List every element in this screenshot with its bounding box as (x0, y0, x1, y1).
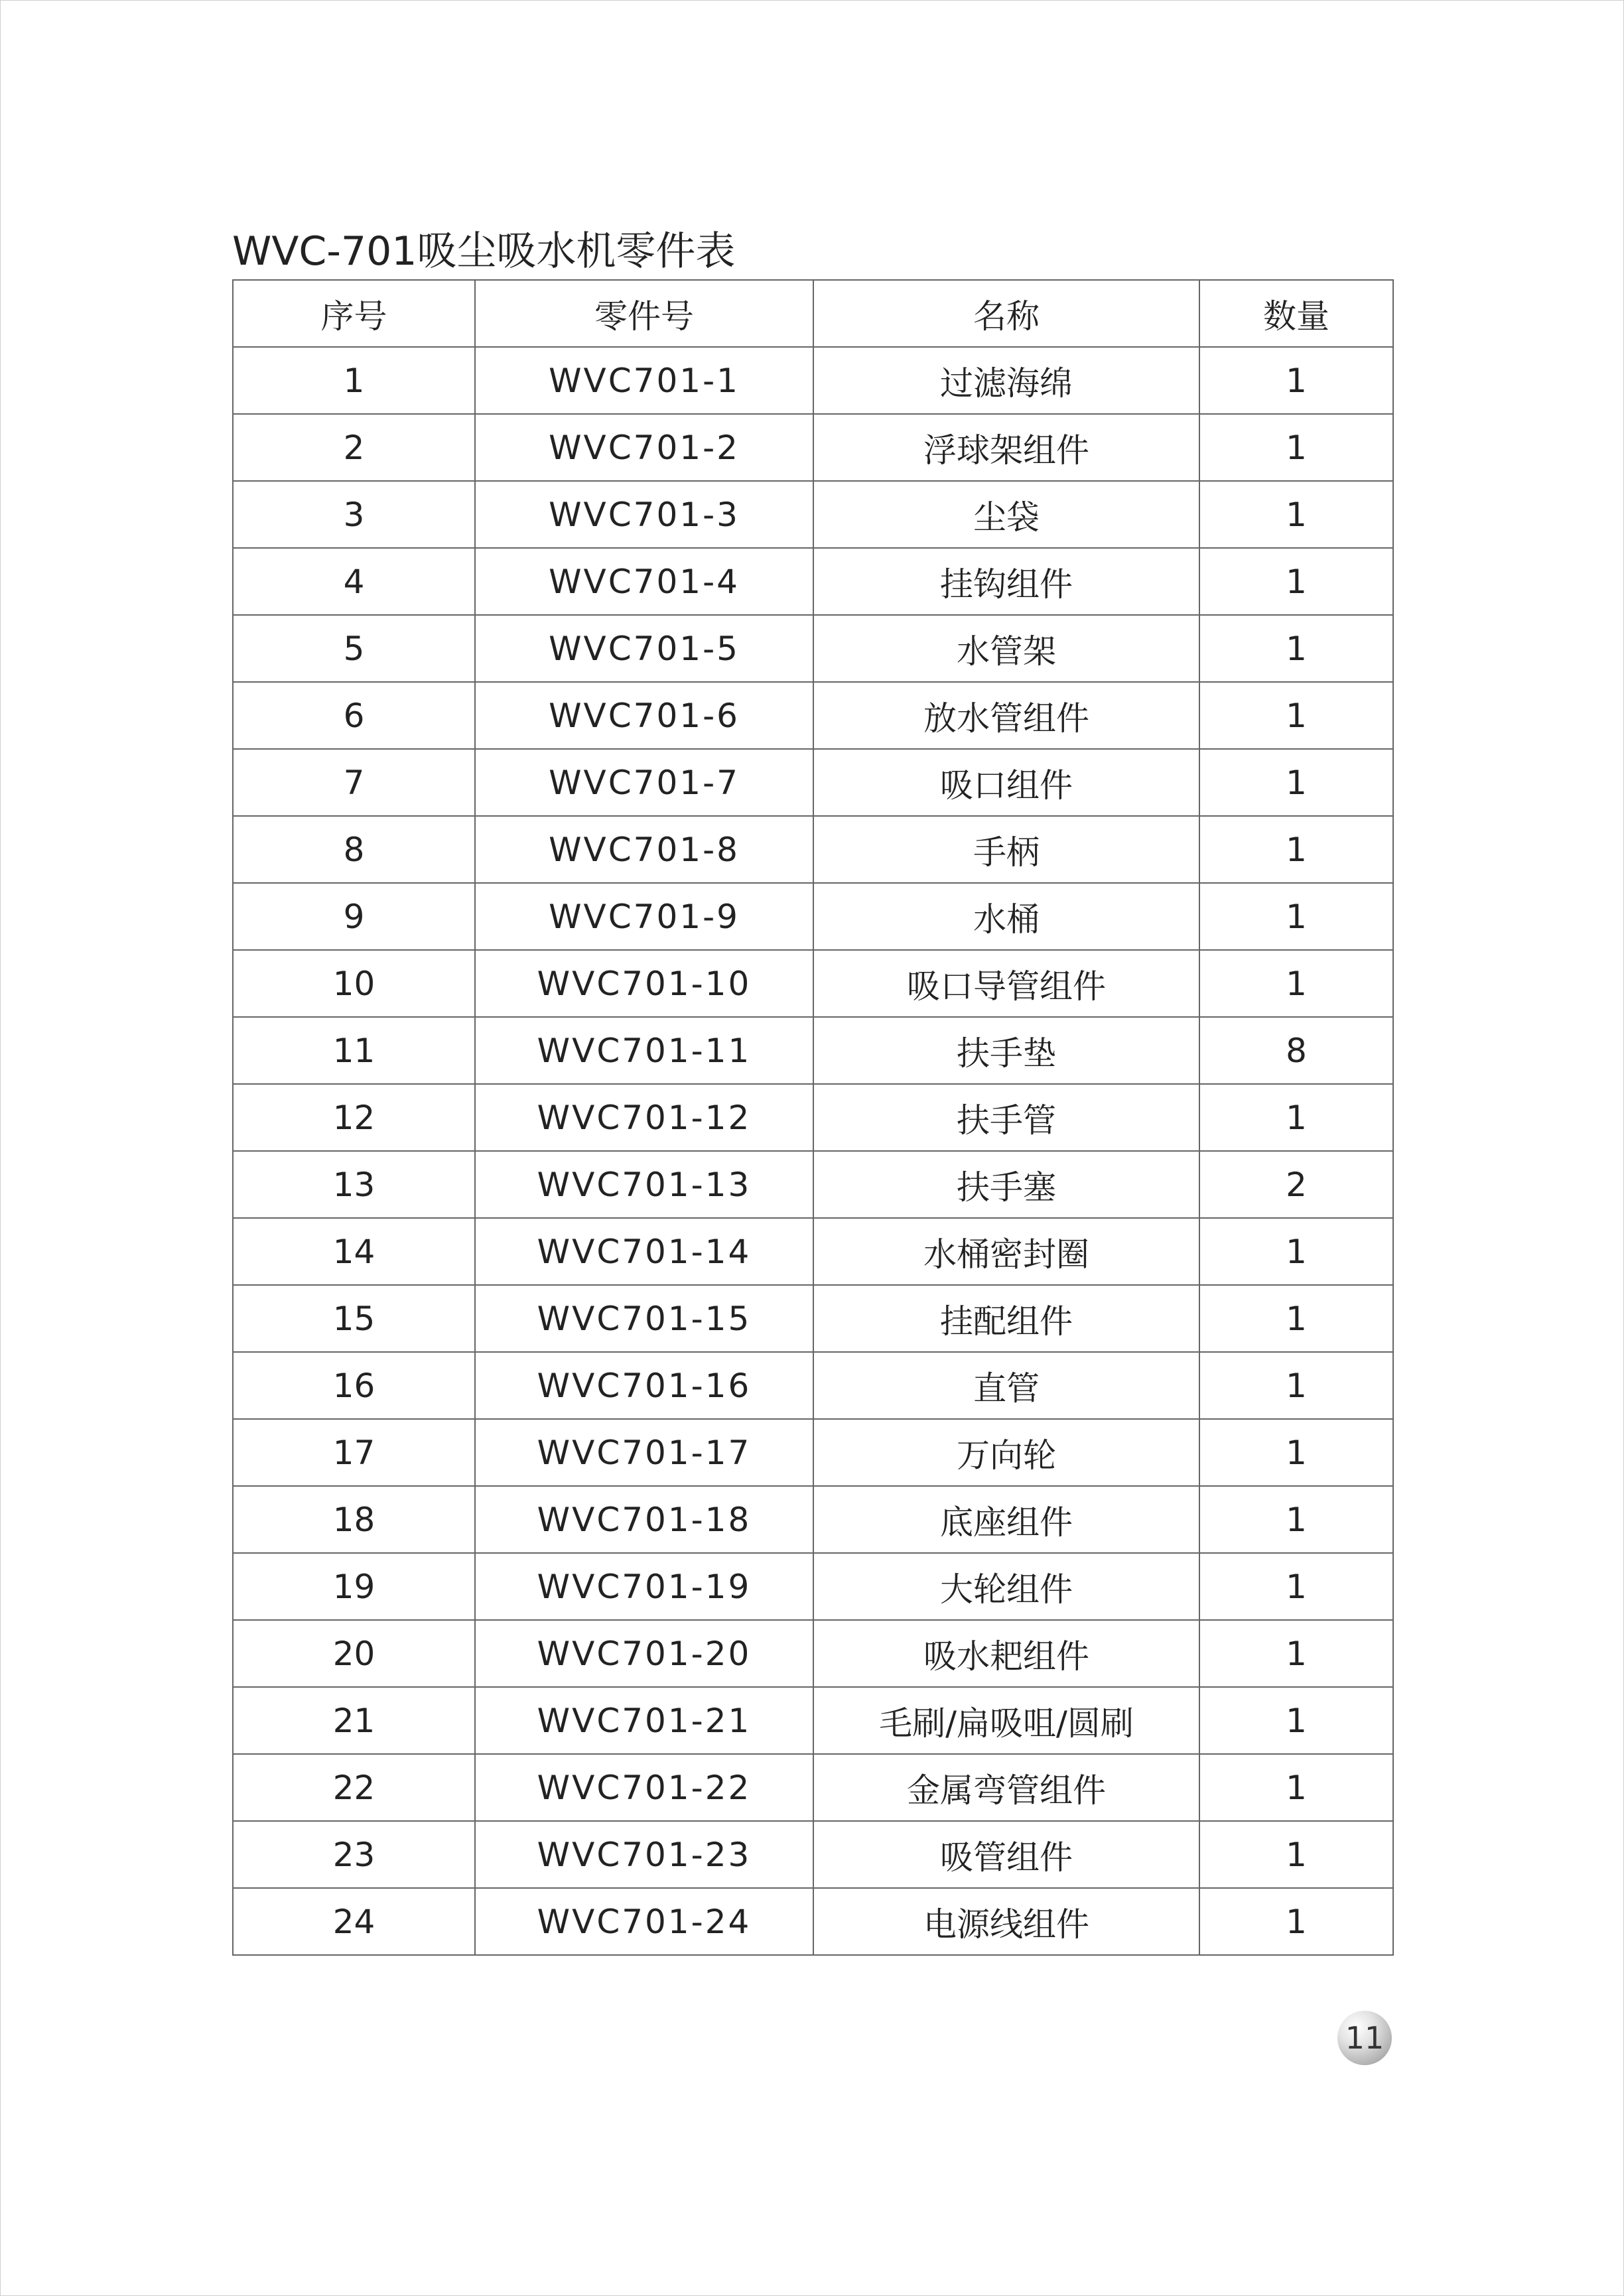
cell-index: 6 (233, 682, 475, 749)
cell-part-name: 吸管组件 (813, 1821, 1199, 1888)
cell-part-number: WVC701-18 (475, 1486, 813, 1553)
cell-part-name: 挂配组件 (813, 1285, 1199, 1352)
cell-index: 21 (233, 1687, 475, 1754)
cell-part-name: 水桶 (813, 883, 1199, 950)
cell-part-name: 扶手管 (813, 1084, 1199, 1151)
table-row (233, 1084, 1393, 1151)
cell-index: 18 (233, 1486, 475, 1553)
cell-index: 13 (233, 1151, 475, 1218)
cell-index: 20 (233, 1620, 475, 1687)
cell-quantity: 1 (1199, 816, 1393, 883)
header-index: 序号 (233, 280, 475, 347)
table-row (233, 481, 1393, 548)
parts-table-body (233, 347, 1393, 1955)
cell-quantity: 1 (1199, 1084, 1393, 1151)
cell-part-name: 金属弯管组件 (813, 1754, 1199, 1821)
cell-part-number: WVC701-2 (475, 414, 813, 481)
cell-quantity: 1 (1199, 950, 1393, 1017)
cell-part-number: WVC701-6 (475, 682, 813, 749)
cell-part-number: WVC701-10 (475, 950, 813, 1017)
cell-quantity: 1 (1199, 1620, 1393, 1687)
cell-quantity: 1 (1199, 414, 1393, 481)
cell-index: 22 (233, 1754, 475, 1821)
cell-index: 15 (233, 1285, 475, 1352)
cell-quantity: 2 (1199, 1151, 1393, 1218)
cell-index: 10 (233, 950, 475, 1017)
table-row (233, 950, 1393, 1017)
cell-quantity: 1 (1199, 1888, 1393, 1955)
cell-part-number: WVC701-20 (475, 1620, 813, 1687)
cell-quantity: 1 (1199, 883, 1393, 950)
cell-index: 4 (233, 548, 475, 615)
cell-part-name: 吸口导管组件 (813, 950, 1199, 1017)
cell-index: 5 (233, 615, 475, 682)
header-part-number: 零件号 (475, 280, 813, 347)
cell-index: 9 (233, 883, 475, 950)
table-row (233, 1218, 1393, 1285)
cell-index: 17 (233, 1419, 475, 1486)
cell-quantity: 8 (1199, 1017, 1393, 1084)
cell-part-name: 万向轮 (813, 1419, 1199, 1486)
table-row (233, 1754, 1393, 1821)
cell-index: 1 (233, 347, 475, 414)
cell-part-number: WVC701-15 (475, 1285, 813, 1352)
table-row (233, 883, 1393, 950)
cell-part-number: WVC701-19 (475, 1553, 813, 1620)
table-row (233, 1352, 1393, 1419)
table-row (233, 615, 1393, 682)
cell-part-number: WVC701-16 (475, 1352, 813, 1419)
cell-part-name: 水管架 (813, 615, 1199, 682)
cell-part-name: 大轮组件 (813, 1553, 1199, 1620)
cell-part-name: 毛刷/扁吸咀/圆刷 (813, 1687, 1199, 1754)
header-part-name: 名称 (813, 280, 1199, 347)
cell-part-name: 扶手垫 (813, 1017, 1199, 1084)
cell-part-number: WVC701-12 (475, 1084, 813, 1151)
cell-index: 19 (233, 1553, 475, 1620)
table-row (233, 1419, 1393, 1486)
cell-part-number: WVC701-7 (475, 749, 813, 816)
page-number-badge: 11 (1337, 2011, 1392, 2065)
cell-part-number: WVC701-8 (475, 816, 813, 883)
cell-part-name: 扶手塞 (813, 1151, 1199, 1218)
table-header-row (233, 280, 1393, 347)
cell-part-name: 过滤海绵 (813, 347, 1199, 414)
parts-table (232, 279, 1394, 1956)
cell-quantity: 1 (1199, 1218, 1393, 1285)
table-row (233, 1285, 1393, 1352)
cell-quantity: 1 (1199, 1419, 1393, 1486)
cell-part-number: WVC701-5 (475, 615, 813, 682)
cell-index: 16 (233, 1352, 475, 1419)
cell-part-number: WVC701-21 (475, 1687, 813, 1754)
table-row (233, 1486, 1393, 1553)
cell-index: 12 (233, 1084, 475, 1151)
cell-index: 14 (233, 1218, 475, 1285)
cell-quantity: 1 (1199, 682, 1393, 749)
cell-part-number: WVC701-4 (475, 548, 813, 615)
cell-part-name: 直管 (813, 1352, 1199, 1419)
cell-quantity: 1 (1199, 1754, 1393, 1821)
cell-quantity: 1 (1199, 1821, 1393, 1888)
cell-quantity: 1 (1199, 481, 1393, 548)
table-row (233, 1620, 1393, 1687)
cell-part-number: WVC701-24 (475, 1888, 813, 1955)
cell-part-name: 放水管组件 (813, 682, 1199, 749)
cell-quantity: 1 (1199, 749, 1393, 816)
cell-part-number: WVC701-17 (475, 1419, 813, 1486)
cell-quantity: 1 (1199, 1285, 1393, 1352)
table-row (233, 749, 1393, 816)
table-row (233, 414, 1393, 481)
table-row (233, 1017, 1393, 1084)
cell-part-number: WVC701-11 (475, 1017, 813, 1084)
table-row (233, 1821, 1393, 1888)
table-row (233, 1687, 1393, 1754)
table-row (233, 1553, 1393, 1620)
cell-part-name: 浮球架组件 (813, 414, 1199, 481)
table-row (233, 1151, 1393, 1218)
cell-part-name: 手柄 (813, 816, 1199, 883)
cell-index: 11 (233, 1017, 475, 1084)
cell-part-name: 底座组件 (813, 1486, 1199, 1553)
cell-part-name: 挂钩组件 (813, 548, 1199, 615)
cell-part-number: WVC701-13 (475, 1151, 813, 1218)
cell-index: 24 (233, 1888, 475, 1955)
cell-part-name: 吸水耙组件 (813, 1620, 1199, 1687)
cell-quantity: 1 (1199, 1486, 1393, 1553)
cell-part-name: 吸口组件 (813, 749, 1199, 816)
cell-part-name: 水桶密封圈 (813, 1218, 1199, 1285)
cell-part-number: WVC701-22 (475, 1754, 813, 1821)
table-row (233, 682, 1393, 749)
table-row (233, 548, 1393, 615)
cell-quantity: 1 (1199, 1553, 1393, 1620)
cell-index: 3 (233, 481, 475, 548)
cell-part-number: WVC701-14 (475, 1218, 813, 1285)
cell-part-number: WVC701-1 (475, 347, 813, 414)
table-row (233, 816, 1393, 883)
cell-index: 23 (233, 1821, 475, 1888)
parts-list-title: WVC-701吸尘吸水机零件表 (232, 228, 736, 275)
cell-part-number: WVC701-3 (475, 481, 813, 548)
cell-quantity: 1 (1199, 548, 1393, 615)
cell-quantity: 1 (1199, 1687, 1393, 1754)
cell-part-name: 电源线组件 (813, 1888, 1199, 1955)
cell-quantity: 1 (1199, 615, 1393, 682)
cell-index: 2 (233, 414, 475, 481)
cell-quantity: 1 (1199, 1352, 1393, 1419)
header-quantity: 数量 (1199, 280, 1393, 347)
cell-part-number: WVC701-23 (475, 1821, 813, 1888)
cell-part-number: WVC701-9 (475, 883, 813, 950)
table-row (233, 1888, 1393, 1955)
table-row (233, 347, 1393, 414)
cell-quantity: 1 (1199, 347, 1393, 414)
cell-part-name: 尘袋 (813, 481, 1199, 548)
cell-index: 8 (233, 816, 475, 883)
cell-index: 7 (233, 749, 475, 816)
